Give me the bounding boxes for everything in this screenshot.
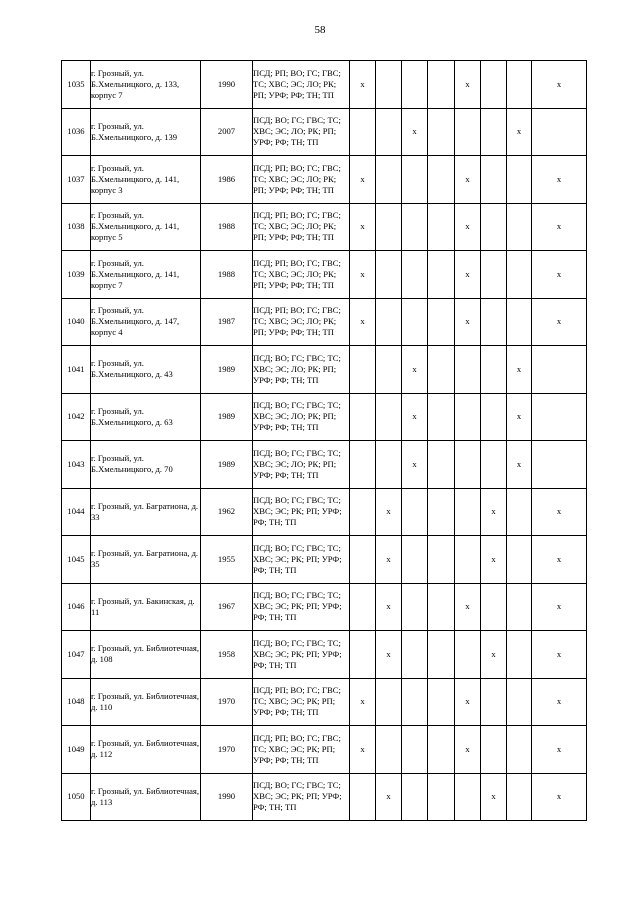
mark-cell: х bbox=[532, 251, 587, 299]
table-row bbox=[62, 631, 587, 679]
table-row bbox=[62, 536, 587, 584]
address-cell: г. Грозный, ул. Б.Хмельницкого, д. 43 bbox=[91, 346, 201, 394]
mark-cell bbox=[481, 61, 507, 109]
mark-cell: х bbox=[376, 631, 402, 679]
year-cell: 1988 bbox=[201, 251, 253, 299]
services-cell: ПСД; РП; ВО; ГС; ГВС; ТС; ХВС; ЭС; ЛО; РК; РП; УРФ; РФ; ТН; ТП bbox=[253, 203, 350, 251]
services-cell: ПСД; ВО; ГС; ГВС; ТС; ХВС; ЭС; РК; РП; УРФ; РФ; ТН; ТП bbox=[253, 773, 350, 821]
services-cell: ПСД; ВО; ГС; ГВС; ТС; ХВС; ЭС; РК; РП; УРФ; РФ; ТН; ТП bbox=[253, 583, 350, 631]
mark-cell: х bbox=[532, 298, 587, 346]
services-cell: ПСД; ВО; ГС; ГВС; ТС; ХВС; ЭС; ЛО; РК; РП; УРФ; РФ; ТН; ТП bbox=[253, 441, 350, 489]
mark-cell bbox=[376, 346, 402, 394]
mark-cell bbox=[428, 536, 455, 584]
mark-cell: х bbox=[402, 393, 428, 441]
mark-cell bbox=[507, 251, 532, 299]
table-row bbox=[62, 773, 587, 821]
mark-cell bbox=[402, 631, 428, 679]
mark-cell bbox=[532, 441, 587, 489]
mark-cell bbox=[350, 346, 376, 394]
address-cell: г. Грозный, ул. Б.Хмельницкого, д. 141, корпус 3 bbox=[91, 156, 201, 204]
mark-cell bbox=[402, 678, 428, 726]
mark-cell bbox=[402, 773, 428, 821]
mark-cell bbox=[507, 298, 532, 346]
row-number-cell: 1045 bbox=[62, 536, 91, 584]
row-number-cell: 1046 bbox=[62, 583, 91, 631]
services-cell: ПСД; РП; ВО; ГС; ГВС; ТС; ХВС; ЭС; ЛО; РК; РП; УРФ; РФ; ТН; ТП bbox=[253, 61, 350, 109]
year-cell: 1955 bbox=[201, 536, 253, 584]
services-cell: ПСД; ВО; ГС; ГВС; ТС; ХВС; ЭС; ЛО; РК; РП; УРФ; РФ; ТН; ТП bbox=[253, 346, 350, 394]
mark-cell bbox=[402, 488, 428, 536]
mark-cell bbox=[350, 393, 376, 441]
table-row bbox=[62, 346, 587, 394]
row-number-cell: 1035 bbox=[62, 61, 91, 109]
year-cell: 1967 bbox=[201, 583, 253, 631]
mark-cell bbox=[428, 773, 455, 821]
services-cell: ПСД; ВО; ГС; ГВС; ТС; ХВС; ЭС; РК; РП; УРФ; РФ; ТН; ТП bbox=[253, 488, 350, 536]
mark-cell bbox=[376, 108, 402, 156]
mark-cell: х bbox=[350, 251, 376, 299]
mark-cell bbox=[376, 393, 402, 441]
mark-cell bbox=[455, 346, 481, 394]
year-cell: 1988 bbox=[201, 203, 253, 251]
mark-cell bbox=[455, 488, 481, 536]
mark-cell bbox=[507, 726, 532, 774]
address-cell: г. Грозный, ул. Б.Хмельницкого, д. 141, корпус 7 bbox=[91, 251, 201, 299]
mark-cell bbox=[532, 393, 587, 441]
address-cell: г. Грозный, ул. Б.Хмельницкого, д. 139 bbox=[91, 108, 201, 156]
row-number-cell: 1042 bbox=[62, 393, 91, 441]
services-cell: ПСД; РП; ВО; ГС; ГВС; ТС; ХВС; ЭС; ЛО; РК; РП; УРФ; РФ; ТН; ТП bbox=[253, 298, 350, 346]
mark-cell bbox=[376, 678, 402, 726]
address-cell: г. Грозный, ул. Б.Хмельницкого, д. 141, корпус 5 bbox=[91, 203, 201, 251]
mark-cell bbox=[507, 631, 532, 679]
mark-cell: х bbox=[532, 631, 587, 679]
mark-cell bbox=[402, 726, 428, 774]
table-row bbox=[62, 583, 587, 631]
mark-cell bbox=[350, 773, 376, 821]
row-number-cell: 1040 bbox=[62, 298, 91, 346]
mark-cell bbox=[428, 726, 455, 774]
mark-cell bbox=[455, 536, 481, 584]
mark-cell: х bbox=[455, 156, 481, 204]
year-cell: 2007 bbox=[201, 108, 253, 156]
mark-cell bbox=[481, 678, 507, 726]
mark-cell bbox=[402, 61, 428, 109]
table-row bbox=[62, 251, 587, 299]
mark-cell: х bbox=[376, 536, 402, 584]
mark-cell bbox=[428, 346, 455, 394]
mark-cell bbox=[402, 536, 428, 584]
year-cell: 1962 bbox=[201, 488, 253, 536]
mark-cell bbox=[507, 536, 532, 584]
mark-cell: х bbox=[481, 488, 507, 536]
mark-cell bbox=[481, 108, 507, 156]
mark-cell bbox=[428, 251, 455, 299]
mark-cell bbox=[428, 583, 455, 631]
mark-cell: х bbox=[350, 61, 376, 109]
registry-rows bbox=[62, 61, 587, 821]
address-cell: г. Грозный, ул. Б.Хмельницкого, д. 70 bbox=[91, 441, 201, 489]
mark-cell bbox=[455, 631, 481, 679]
mark-cell bbox=[350, 108, 376, 156]
mark-cell bbox=[428, 156, 455, 204]
table-row bbox=[62, 61, 587, 109]
mark-cell bbox=[376, 156, 402, 204]
mark-cell: х bbox=[532, 488, 587, 536]
services-cell: ПСД; РП; ВО; ГС; ГВС; ТС; ХВС; ЭС; РК; РП; УРФ; РФ; ТН; ТП bbox=[253, 678, 350, 726]
mark-cell bbox=[376, 61, 402, 109]
mark-cell bbox=[428, 203, 455, 251]
registry-table bbox=[61, 60, 587, 821]
address-cell: г. Грозный, ул. Бакинская, д. 11 bbox=[91, 583, 201, 631]
mark-cell: х bbox=[455, 251, 481, 299]
mark-cell bbox=[428, 678, 455, 726]
row-number-cell: 1039 bbox=[62, 251, 91, 299]
mark-cell bbox=[350, 441, 376, 489]
mark-cell bbox=[532, 346, 587, 394]
mark-cell: х bbox=[455, 61, 481, 109]
year-cell: 1989 bbox=[201, 441, 253, 489]
mark-cell: х bbox=[507, 346, 532, 394]
row-number-cell: 1036 bbox=[62, 108, 91, 156]
row-number-cell: 1043 bbox=[62, 441, 91, 489]
mark-cell: х bbox=[376, 583, 402, 631]
mark-cell bbox=[350, 583, 376, 631]
mark-cell bbox=[350, 536, 376, 584]
mark-cell: х bbox=[507, 108, 532, 156]
row-number-cell: 1050 bbox=[62, 773, 91, 821]
mark-cell: х bbox=[532, 583, 587, 631]
row-number-cell: 1037 bbox=[62, 156, 91, 204]
table-row bbox=[62, 488, 587, 536]
mark-cell bbox=[402, 203, 428, 251]
mark-cell: х bbox=[376, 488, 402, 536]
mark-cell bbox=[376, 298, 402, 346]
mark-cell: х bbox=[350, 298, 376, 346]
mark-cell: х bbox=[350, 203, 376, 251]
mark-cell: х bbox=[402, 346, 428, 394]
mark-cell bbox=[507, 773, 532, 821]
mark-cell bbox=[455, 108, 481, 156]
mark-cell: х bbox=[532, 156, 587, 204]
year-cell: 1970 bbox=[201, 726, 253, 774]
mark-cell bbox=[481, 346, 507, 394]
year-cell: 1990 bbox=[201, 773, 253, 821]
year-cell: 1990 bbox=[201, 61, 253, 109]
address-cell: г. Грозный, ул. Б.Хмельницкого, д. 63 bbox=[91, 393, 201, 441]
mark-cell bbox=[428, 631, 455, 679]
address-cell: г. Грозный, ул. Библиотечная, д. 110 bbox=[91, 678, 201, 726]
mark-cell bbox=[455, 441, 481, 489]
year-cell: 1958 bbox=[201, 631, 253, 679]
mark-cell bbox=[402, 583, 428, 631]
address-cell: г. Грозный, ул. Багратиона, д. 33 bbox=[91, 488, 201, 536]
table-row bbox=[62, 156, 587, 204]
mark-cell: х bbox=[507, 393, 532, 441]
table-row bbox=[62, 298, 587, 346]
mark-cell: х bbox=[532, 773, 587, 821]
mark-cell bbox=[428, 441, 455, 489]
mark-cell: х bbox=[481, 631, 507, 679]
mark-cell bbox=[402, 298, 428, 346]
mark-cell bbox=[428, 393, 455, 441]
mark-cell bbox=[507, 678, 532, 726]
address-cell: г. Грозный, ул. Библиотечная, д. 113 bbox=[91, 773, 201, 821]
table-row bbox=[62, 726, 587, 774]
services-cell: ПСД; ВО; ГС; ГВС; ТС; ХВС; ЭС; ЛО; РК; РП; УРФ; РФ; ТН; ТП bbox=[253, 393, 350, 441]
row-number-cell: 1044 bbox=[62, 488, 91, 536]
address-cell: г. Грозный, ул. Б.Хмельницкого, д. 147, корпус 4 bbox=[91, 298, 201, 346]
mark-cell: х bbox=[455, 298, 481, 346]
mark-cell bbox=[376, 441, 402, 489]
address-cell: г. Грозный, ул. Б.Хмельницкого, д. 133, корпус 7 bbox=[91, 61, 201, 109]
mark-cell bbox=[481, 203, 507, 251]
mark-cell bbox=[428, 108, 455, 156]
mark-cell bbox=[507, 203, 532, 251]
services-cell: ПСД; РП; ВО; ГС; ГВС; ТС; ХВС; ЭС; ЛО; РК; РП; УРФ; РФ; ТН; ТП bbox=[253, 251, 350, 299]
address-cell: г. Грозный, ул. Библиотечная, д. 112 bbox=[91, 726, 201, 774]
mark-cell: х bbox=[532, 678, 587, 726]
mark-cell bbox=[481, 726, 507, 774]
year-cell: 1987 bbox=[201, 298, 253, 346]
table-row bbox=[62, 441, 587, 489]
mark-cell bbox=[402, 251, 428, 299]
mark-cell bbox=[376, 203, 402, 251]
table-row bbox=[62, 678, 587, 726]
mark-cell bbox=[350, 488, 376, 536]
mark-cell: х bbox=[532, 726, 587, 774]
mark-cell bbox=[428, 61, 455, 109]
mark-cell bbox=[481, 393, 507, 441]
mark-cell: х bbox=[507, 441, 532, 489]
year-cell: 1970 bbox=[201, 678, 253, 726]
year-cell: 1989 bbox=[201, 346, 253, 394]
mark-cell bbox=[481, 583, 507, 631]
mark-cell bbox=[481, 156, 507, 204]
services-cell: ПСД; ВО; ГС; ГВС; ТС; ХВС; ЭС; РК; РП; УРФ; РФ; ТН; ТП bbox=[253, 631, 350, 679]
table-row bbox=[62, 203, 587, 251]
mark-cell bbox=[507, 61, 532, 109]
page-number: 58 bbox=[314, 24, 326, 36]
mark-cell: х bbox=[532, 61, 587, 109]
mark-cell bbox=[428, 298, 455, 346]
mark-cell: х bbox=[481, 773, 507, 821]
row-number-cell: 1038 bbox=[62, 203, 91, 251]
mark-cell: х bbox=[455, 726, 481, 774]
mark-cell bbox=[532, 108, 587, 156]
mark-cell bbox=[507, 156, 532, 204]
mark-cell bbox=[481, 298, 507, 346]
mark-cell: х bbox=[350, 678, 376, 726]
row-number-cell: 1048 bbox=[62, 678, 91, 726]
table-row bbox=[62, 108, 587, 156]
mark-cell: х bbox=[455, 678, 481, 726]
table-row bbox=[62, 393, 587, 441]
mark-cell: х bbox=[350, 156, 376, 204]
services-cell: ПСД; ВО; ГС; ГВС; ТС; ХВС; ЭС; РК; РП; УРФ; РФ; ТН; ТП bbox=[253, 536, 350, 584]
address-cell: г. Грозный, ул. Библиотечная, д. 108 bbox=[91, 631, 201, 679]
mark-cell bbox=[507, 488, 532, 536]
mark-cell bbox=[507, 583, 532, 631]
mark-cell bbox=[402, 156, 428, 204]
address-cell: г. Грозный, ул. Багратиона, д. 35 bbox=[91, 536, 201, 584]
mark-cell: х bbox=[532, 536, 587, 584]
mark-cell: х bbox=[481, 536, 507, 584]
mark-cell: х bbox=[402, 441, 428, 489]
mark-cell: х bbox=[455, 203, 481, 251]
mark-cell bbox=[428, 488, 455, 536]
mark-cell bbox=[455, 393, 481, 441]
mark-cell bbox=[376, 251, 402, 299]
row-number-cell: 1047 bbox=[62, 631, 91, 679]
mark-cell: х bbox=[532, 203, 587, 251]
mark-cell bbox=[481, 251, 507, 299]
services-cell: ПСД; РП; ВО; ГС; ГВС; ТС; ХВС; ЭС; ЛО; РК; РП; УРФ; РФ; ТН; ТП bbox=[253, 156, 350, 204]
mark-cell: х bbox=[350, 726, 376, 774]
mark-cell: х bbox=[455, 583, 481, 631]
row-number-cell: 1041 bbox=[62, 346, 91, 394]
row-number-cell: 1049 bbox=[62, 726, 91, 774]
year-cell: 1989 bbox=[201, 393, 253, 441]
year-cell: 1986 bbox=[201, 156, 253, 204]
mark-cell bbox=[455, 773, 481, 821]
mark-cell bbox=[350, 631, 376, 679]
services-cell: ПСД; ВО; ГС; ГВС; ТС; ХВС; ЭС; ЛО; РК; РП; УРФ; РФ; ТН; ТП bbox=[253, 108, 350, 156]
mark-cell bbox=[481, 441, 507, 489]
services-cell: ПСД; РП; ВО; ГС; ГВС; ТС; ХВС; ЭС; РК; РП; УРФ; РФ; ТН; ТП bbox=[253, 726, 350, 774]
mark-cell: х bbox=[402, 108, 428, 156]
mark-cell: х bbox=[376, 773, 402, 821]
mark-cell bbox=[376, 726, 402, 774]
